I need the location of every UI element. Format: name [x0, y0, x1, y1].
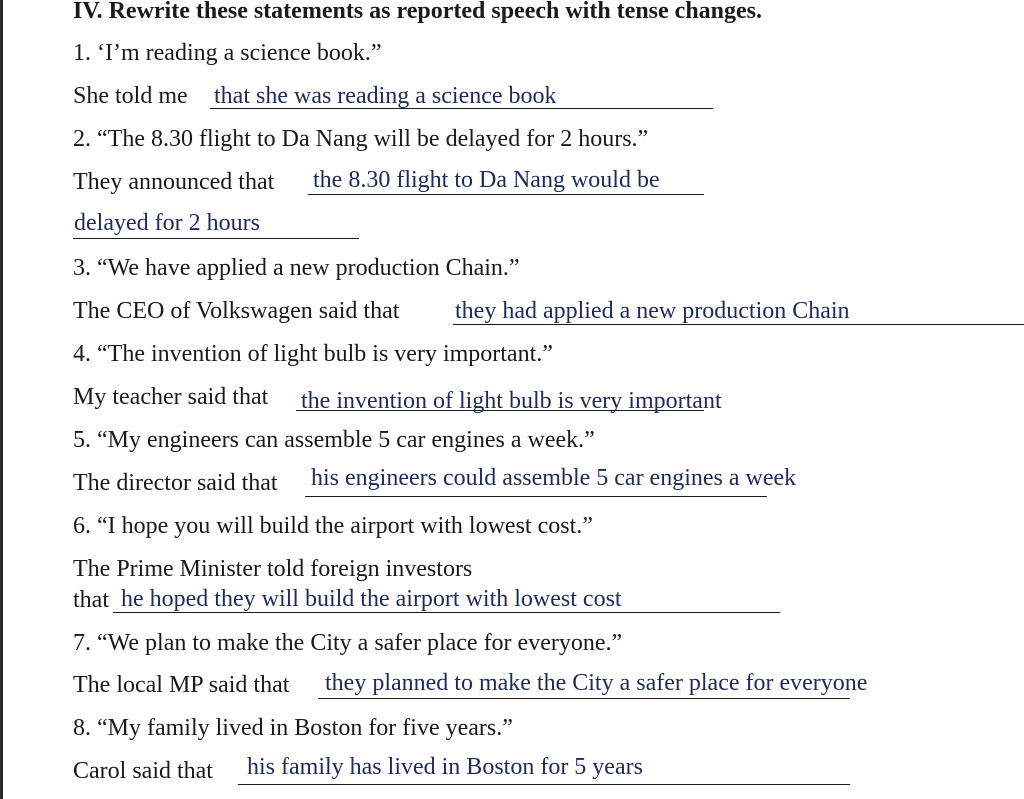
answer-8: his family has lived in Boston for 5 years	[247, 754, 643, 780]
question-5: 5. “My engineers can assemble 5 car engines a week.”	[73, 427, 595, 453]
question-8: 8. “My family lived in Boston for five years.”	[73, 715, 513, 741]
prompt-6-that: that	[73, 587, 109, 613]
prompt-1: She told me	[73, 83, 188, 109]
answer-line-7	[318, 698, 850, 699]
question-1: 1. ‘I’m reading a science book.”	[73, 40, 382, 66]
answer-1: that she was reading a science book	[214, 83, 557, 109]
answer-line-2	[308, 194, 704, 195]
prompt-4: My teacher said that	[73, 384, 269, 410]
prompt-8: Carol said that	[73, 758, 213, 784]
answer-line-2b	[73, 238, 359, 239]
question-3: 3. “We have applied a new production Chain.”	[73, 255, 520, 281]
prompt-5: The director said that	[73, 470, 278, 496]
answer-2: the 8.30 flight to Da Nang would be	[313, 167, 660, 193]
prompt-3: The CEO of Volkswagen said that	[73, 298, 400, 324]
answer-6: he hoped they will build the airport with lowest cost	[121, 586, 622, 612]
answer-4: the invention of light bulb is very important	[301, 388, 722, 414]
answer-line-5	[305, 496, 767, 497]
exercise-title: IV. Rewrite these statements as reported speech with tense changes.	[73, 0, 763, 24]
question-6: 6. “I hope you will build the airport with lowest cost.”	[73, 513, 593, 539]
page-edge	[0, 0, 3, 799]
question-7: 7. “We plan to make the City a safer place for everyone.”	[73, 630, 623, 656]
prompt-7: The local MP said that	[73, 672, 290, 698]
question-4: 4. “The invention of light bulb is very important.”	[73, 341, 553, 367]
question-2: 2. “The 8.30 flight to Da Nang will be delayed for 2 hours.”	[73, 126, 649, 152]
answer-line-8	[238, 784, 850, 785]
answer-3: they had applied a new production Chain	[455, 298, 850, 324]
answer-5: his engineers could assemble 5 car engines a week	[311, 465, 797, 491]
prompt-2: They announced that	[73, 169, 275, 195]
answer-7: they planned to make the City a safer place for everyone	[325, 670, 868, 696]
prompt-6: The Prime Minister told foreign investors	[73, 556, 473, 582]
answer-2-continued: delayed for 2 hours	[74, 210, 260, 236]
